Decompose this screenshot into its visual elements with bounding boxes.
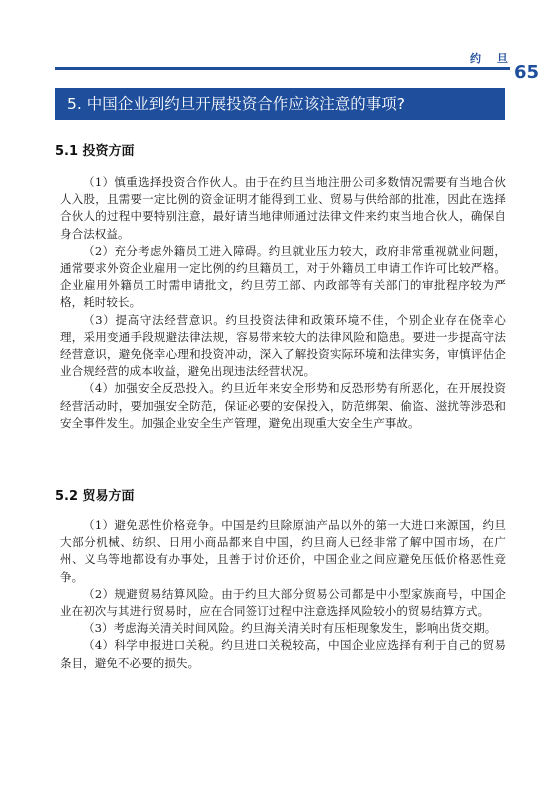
running-header-label: 约 旦 [470,52,514,65]
page-number: 65 [514,62,540,83]
paragraph: （1）避免恶性价格竞争。中国是约旦除原油产品以外的第一大进口来源国，约旦大部分机械、纺织、日用小商品都来自中国，约旦商人已经非常了解中国市场，在广州、义乌等地都设有办事处，且善于讨价还价，中国企业之间应避免压低价格恶性竞争。 [60,518,506,584]
header-rule [55,67,510,70]
paragraph: （3）考虑海关清关时间风险。约旦海关清关时有压柜现象发生，影响出货交期。 [83,621,497,636]
section-body-investment [60,174,506,432]
paragraph: （4）科学申报进口关税。约旦进口关税较高，中国企业应选择有利于自己的贸易条目，避免不必要的损失。 [60,638,506,670]
paragraph: （4）加强安全反恐投入。约旦近年来安全形势和反恐形势有所恶化，在开展投资经营活动时，要加强安全防范，保证必要的安保投入，防范绑架、偷盗、滋扰等涉恐和安全事件发生。加强企业安全生产管理，避免出现重大安全生产事故。 [60,381,506,430]
paragraph: （1）慎重选择投资合作伙人。由于在约旦当地注册公司多数情况需要有当地合伙人入股，且需要一定比例的资金证明才能得到工业、贸易与供给部的批准，因此在选择合伙人的过程中要特别注意，最好请当地律师通过法律文件来约束当地合伙人，确保自身合法权益。 [60,175,506,241]
chapter-title-bar [55,88,505,120]
section-body-trade [60,517,506,672]
paragraph: （2）充分考虑外籍员工进入障碍。约旦就业压力较大，政府非常重视就业问题，通常要求外资企业雇用一定比例的约旦籍员工，对于外籍员工申请工作许可比较严格。企业雇用外籍员工时需申请批文，约旦劳工部、内政部等有关部门的审批程序较为严格，耗时较长。 [60,243,506,310]
paragraph: （2）规避贸易结算风险。由于约旦大部分贸易公司都是中小型家族商号，中国企业在初次与其进行贸易时，应在合同签订过程中注意选择风险较小的贸易结算方式。 [60,586,506,619]
paragraph: （3）提高守法经营意识。约旦投资法律和政策环境不佳，个别企业存在侥幸心理，采用变通手段规避法律法规，容易带来较大的法律风险和隐患。要进一步提高守法经营意识，避免侥幸心理和投资冲动，深入了解投资实际环境和法律实务，审慎评估企业合规经营的成本收益，避免出现违法经营状况。 [60,312,506,379]
chapter-title: 5. 中国企业到约旦开展投资合作应该注意的事项? [67,95,405,113]
section-heading-trade: 5.2 贸易方面 [55,489,135,504]
section-heading-investment: 5.1 投资方面 [55,144,135,159]
